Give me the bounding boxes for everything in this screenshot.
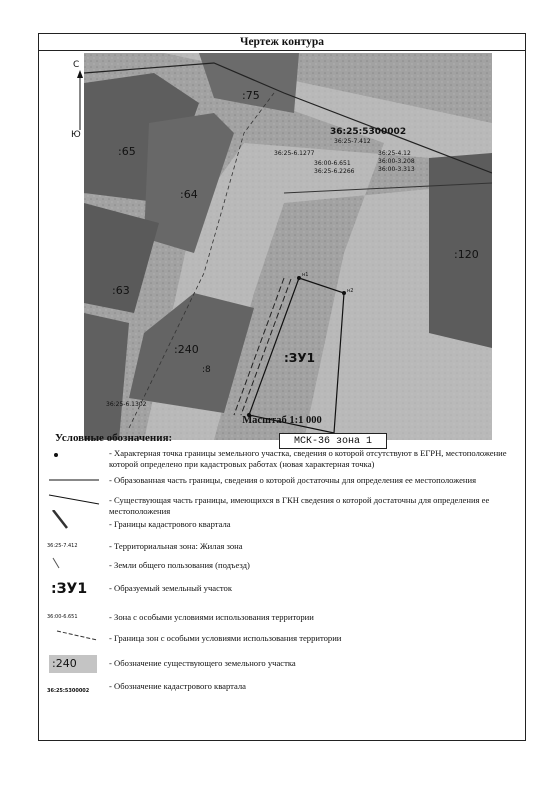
legend-symbol-special-zone: 36:00-6.651 [47,614,78,620]
legend-symbol-common-land [47,556,103,570]
legend-symbol-existing-parcel: :240 [49,655,97,673]
legend-symbol-point [47,448,103,462]
cadastral-map [84,53,492,440]
parcel-label-63: :63 [112,284,130,297]
legend-symbol-zone-label: 36:25-7.412 [47,543,78,549]
parcel-label-75: :75 [242,89,260,102]
zone-label: 36:25-6.1277 [274,150,315,157]
parcel-label-65: :65 [118,145,136,158]
point-label-n1: н1 [302,272,309,278]
legend-symbol-quarter-boundary [47,510,103,524]
parcel-label-120: :120 [454,248,479,261]
drawing-sheet [38,33,526,741]
legend-symbol-existing-boundary [47,492,103,506]
legend-item-text: - Земли общего пользования (подъезд) [109,560,250,570]
legend-symbol-new-boundary [47,472,103,486]
zone-label: 36:25-6.2266 [314,168,355,175]
legend-item-text: - Зона с особыми условиями использования территории [109,612,314,622]
legend-item-text: - Граница зон с особыми условиями использования территории [109,633,342,643]
legend-item-text: - Обозначение кадастрового квартала [109,681,246,691]
legend-title: Условные обозначения: [55,432,173,444]
legend-item-text: - Границы кадастрового квартала [109,519,231,529]
zone-label: 36:25-7.412 [334,138,371,145]
legend-item-text: - Существующая часть границы, имеющихся в ГКН сведения о которой достаточны для определения ее местоположения [109,495,490,516]
legend-item-text: - Образуемый земельный участок [109,583,233,593]
zone-label: 36:25-4.12 [378,150,411,157]
south-label: Ю [71,130,81,140]
zone-label: 36:00-3.313 [378,166,415,173]
zone-label: 36:00-6.651 [314,160,351,167]
legend-symbol-quarter-number: 36:25:5300002 [47,688,90,694]
point-n2-marker [342,291,346,295]
quarter-number-label: 36:25:5300002 [330,127,407,137]
point-label-n2: н2 [347,288,354,294]
parcel-label-8: :8 [202,365,211,375]
legend-item-text: - Обозначение существующего земельного участка [109,658,296,668]
legend-symbol-zu1: :ЗУ1 [51,581,88,597]
projection-label: МСК-36 зона 1 [279,433,387,449]
legend-item-text: - Характерная точка границы земельного участка, сведения о которой отсутствуют в ЕГРН, местоположение которой определено при кадастровых работах (новая характерная точка) [109,448,507,469]
point-n1-marker [297,276,301,280]
parcel-label-240: :240 [174,343,199,356]
legend-symbol-zone-boundary [47,628,103,642]
zone-label: 36:00-3.208 [378,158,415,165]
parcel-label-zu1: :ЗУ1 [284,351,315,365]
parcel-label-64: :64 [180,188,198,201]
scale-label: Масштаб 1:1 000 [242,415,322,426]
north-label: С [73,60,80,70]
zone-label: 36:25-6.1302 [106,401,147,408]
legend-item-text: - Территориальная зона: Жилая зона [109,541,243,551]
drawing-title: Чертеж контура [39,34,525,51]
legend-item-text: - Образованная часть границы, сведения о которой достаточны для определения ее местоположения [109,475,477,485]
